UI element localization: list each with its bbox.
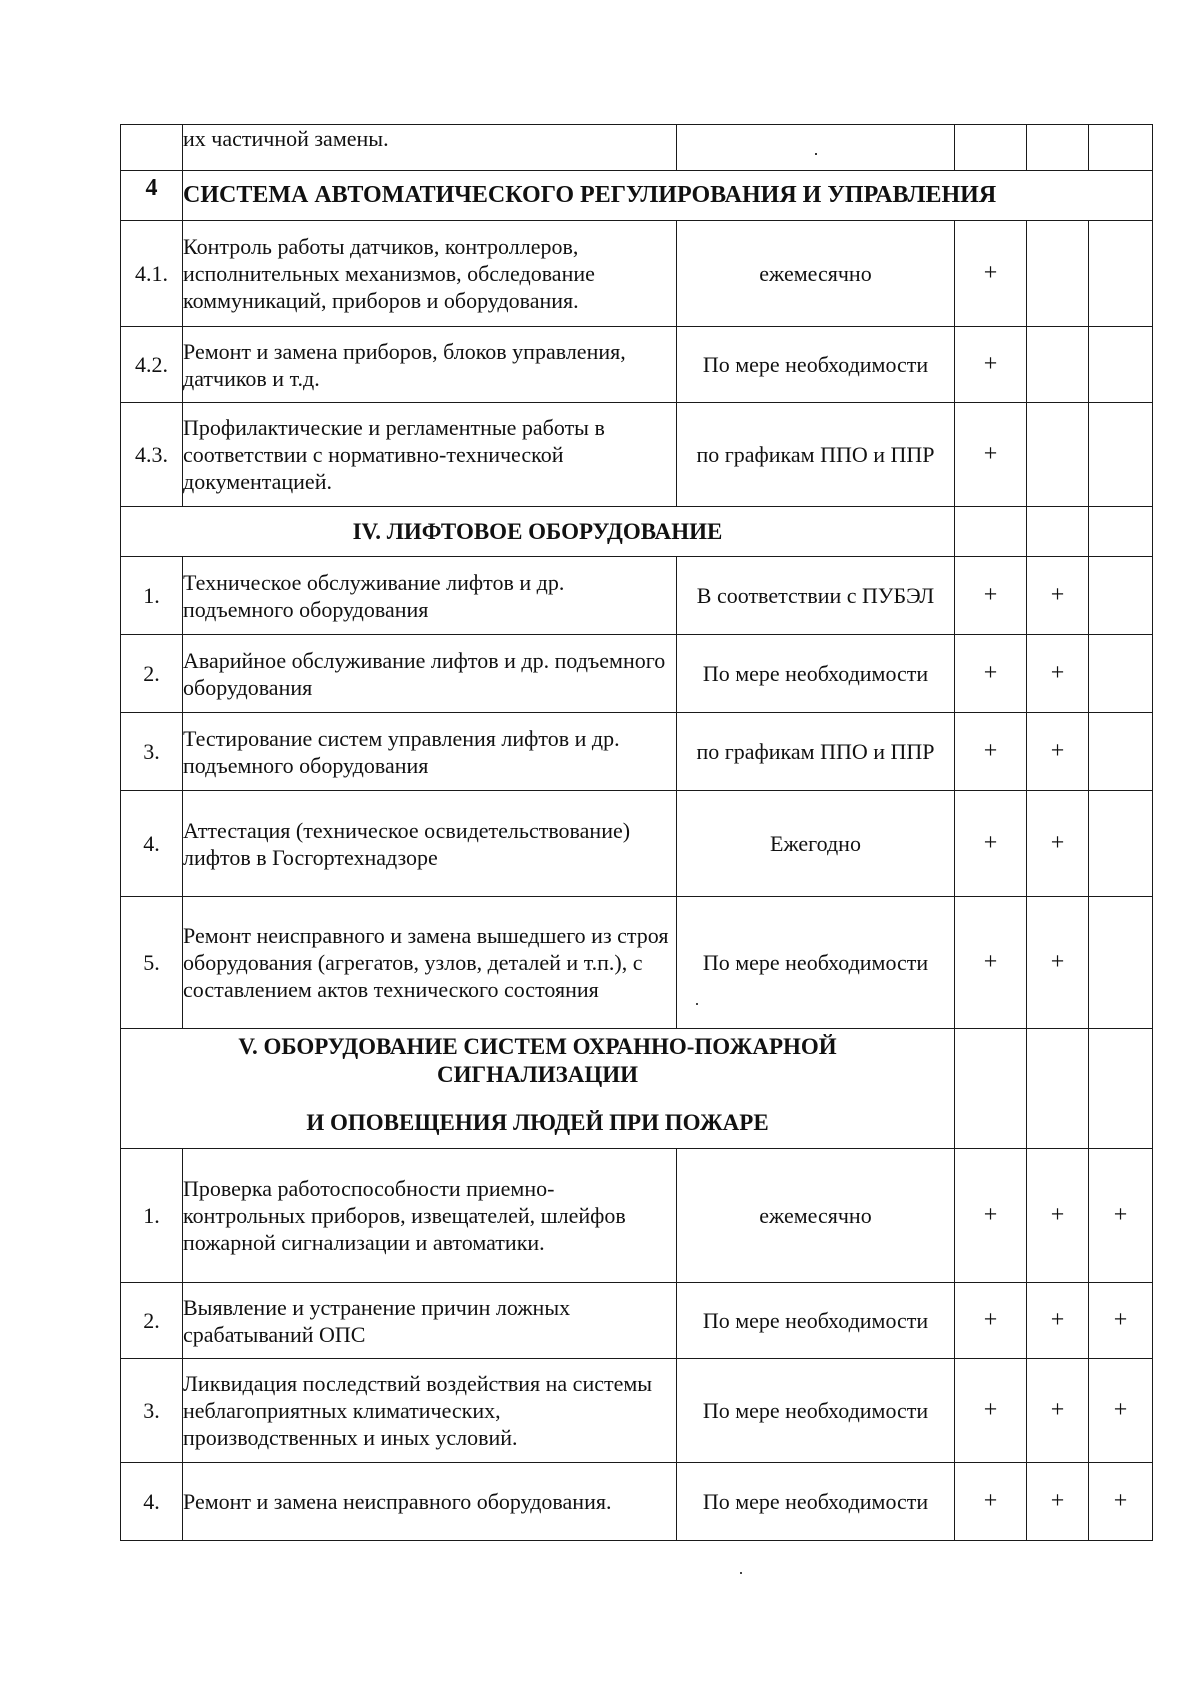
mark-cell	[955, 1029, 1027, 1149]
mark-cell	[1089, 507, 1153, 557]
plus-mark: +	[955, 403, 1027, 507]
plus-mark: +	[1027, 791, 1089, 897]
plus-mark: +	[1027, 1463, 1089, 1541]
row-number: 3.	[121, 713, 183, 791]
work-description: их частичной замены.	[183, 125, 677, 171]
section-title-line: V. ОБОРУДОВАНИЕ СИСТЕМ ОХРАННО-ПОЖАРНОЙ	[238, 1034, 837, 1059]
frequency-cell	[677, 125, 955, 171]
table-row	[121, 713, 1153, 791]
mark-cell	[1027, 327, 1089, 403]
frequency: По мере необходимости	[677, 1463, 955, 1541]
frequency: по графикам ППО и ППР	[677, 713, 955, 791]
row-number: 2.	[121, 635, 183, 713]
row-number: 3.	[121, 1359, 183, 1463]
section-header-row	[121, 507, 1153, 557]
mark-cell	[1089, 327, 1153, 403]
plus-mark: +	[1089, 1283, 1153, 1359]
plus-mark: +	[1089, 1463, 1153, 1541]
work-description: Ремонт и замена приборов, блоков управления, датчиков и т.д.	[183, 327, 677, 403]
frequency: По мере необходимости	[677, 897, 955, 1029]
table-row	[121, 791, 1153, 897]
plus-mark: +	[955, 557, 1027, 635]
frequency: В соответствии с ПУБЭЛ	[677, 557, 955, 635]
work-description: Тестирование систем управления лифтов и др. подъемного оборудования	[183, 713, 677, 791]
mark-cell	[1027, 1029, 1089, 1149]
table-row	[121, 635, 1153, 713]
table-row	[121, 327, 1153, 403]
row-number: 4.3.	[121, 403, 183, 507]
table-row	[121, 1359, 1153, 1463]
plus-mark: +	[955, 1283, 1027, 1359]
mark-cell	[1089, 403, 1153, 507]
plus-mark: +	[1027, 897, 1089, 1029]
plus-mark: +	[1027, 713, 1089, 791]
plus-mark: +	[1089, 1359, 1153, 1463]
section-title: СИСТЕМА АВТОМАТИЧЕСКОГО РЕГУЛИРОВАНИЯ И УПРАВЛЕНИЯ	[183, 171, 1153, 221]
mark-cell	[1027, 221, 1089, 327]
plus-mark: +	[955, 1463, 1027, 1541]
mark-cell	[1089, 125, 1153, 171]
mark-cell	[1089, 221, 1153, 327]
frequency: По мере необходимости	[677, 1359, 955, 1463]
work-description: Ремонт неисправного и замена вышедшего из строя оборудования (агрегатов, узлов, деталей и т.п.), с составлением актов технического состояния	[183, 897, 677, 1029]
mark-cell	[955, 125, 1027, 171]
mark-cell	[1089, 897, 1153, 1029]
table-row	[121, 897, 1153, 1029]
table-row	[121, 557, 1153, 635]
table-row	[121, 1149, 1153, 1283]
row-number: 4.	[121, 1463, 183, 1541]
section-number: 4	[121, 171, 183, 221]
mark-cell	[1089, 713, 1153, 791]
row-number: 4.1.	[121, 221, 183, 327]
plus-mark: +	[1027, 1283, 1089, 1359]
work-description: Ремонт и замена неисправного оборудования.	[183, 1463, 677, 1541]
plus-mark: +	[955, 1359, 1027, 1463]
table-row	[121, 125, 1153, 171]
mark-cell	[1089, 557, 1153, 635]
frequency: По мере необходимости	[677, 1283, 955, 1359]
frequency: ежемесячно	[677, 1149, 955, 1283]
work-description: Аварийное обслуживание лифтов и др. подъемного оборудования	[183, 635, 677, 713]
section-title-line: СИГНАЛИЗАЦИИ	[436, 1062, 639, 1087]
section-header-row	[121, 171, 1153, 221]
plus-mark: +	[955, 713, 1027, 791]
mark-cell	[1027, 507, 1089, 557]
mark-cell	[1089, 1029, 1153, 1149]
plus-mark: +	[955, 635, 1027, 713]
mark-cell	[1027, 403, 1089, 507]
stray-dot	[815, 153, 817, 155]
table-row	[121, 1283, 1153, 1359]
frequency: ежемесячно	[677, 221, 955, 327]
plus-mark: +	[955, 327, 1027, 403]
plus-mark: +	[1089, 1149, 1153, 1283]
stray-dot	[740, 1572, 742, 1574]
plus-mark: +	[955, 221, 1027, 327]
table-row	[121, 403, 1153, 507]
work-description: Техническое обслуживание лифтов и др. подъемного оборудования	[183, 557, 677, 635]
plus-mark: +	[1027, 1149, 1089, 1283]
plus-mark: +	[955, 897, 1027, 1029]
plus-mark: +	[1027, 557, 1089, 635]
work-description: Ликвидация последствий воздействия на системы неблагоприятных климатических, производственных и иных условий.	[183, 1359, 677, 1463]
row-number: 1.	[121, 1149, 183, 1283]
row-number-cell	[121, 125, 183, 171]
plus-mark: +	[955, 1149, 1027, 1283]
work-description: Выявление и устранение причин ложных срабатываний ОПС	[183, 1283, 677, 1359]
row-number: 1.	[121, 557, 183, 635]
plus-mark: +	[1027, 635, 1089, 713]
maintenance-table	[120, 124, 1153, 1541]
frequency: Ежегодно	[677, 791, 955, 897]
frequency: По мере необходимости	[677, 635, 955, 713]
row-number: 4.2.	[121, 327, 183, 403]
work-description: Аттестация (техническое освидетельствование) лифтов в Госгортехнадзоре	[183, 791, 677, 897]
mark-cell	[1027, 125, 1089, 171]
section-title-line: И ОПОВЕЩЕНИЯ ЛЮДЕЙ ПРИ ПОЖАРЕ	[306, 1110, 769, 1135]
stray-dot	[696, 1003, 698, 1005]
row-number: 4.	[121, 791, 183, 897]
plus-mark: +	[1027, 1359, 1089, 1463]
frequency: по графикам ППО и ППР	[677, 403, 955, 507]
table-row	[121, 221, 1153, 327]
plus-mark: +	[955, 791, 1027, 897]
section-header-row	[121, 1029, 1153, 1149]
row-number: 2.	[121, 1283, 183, 1359]
work-description: Проверка работоспособности приемно-контрольных приборов, извещателей, шлейфов пожарной сигнализации и автоматики.	[183, 1149, 677, 1283]
section-title: IV. ЛИФТОВОЕ ОБОРУДОВАНИЕ	[121, 507, 955, 557]
frequency: По мере необходимости	[677, 327, 955, 403]
mark-cell	[1089, 635, 1153, 713]
section-title	[121, 1029, 955, 1149]
mark-cell	[1089, 791, 1153, 897]
work-description: Профилактические и регламентные работы в соответствии с нормативно-технической документацией.	[183, 403, 677, 507]
table-row	[121, 1463, 1153, 1541]
row-number: 5.	[121, 897, 183, 1029]
mark-cell	[955, 507, 1027, 557]
work-description: Контроль работы датчиков, контроллеров, исполнительных механизмов, обследование коммуникаций, приборов и оборудования.	[183, 221, 677, 327]
